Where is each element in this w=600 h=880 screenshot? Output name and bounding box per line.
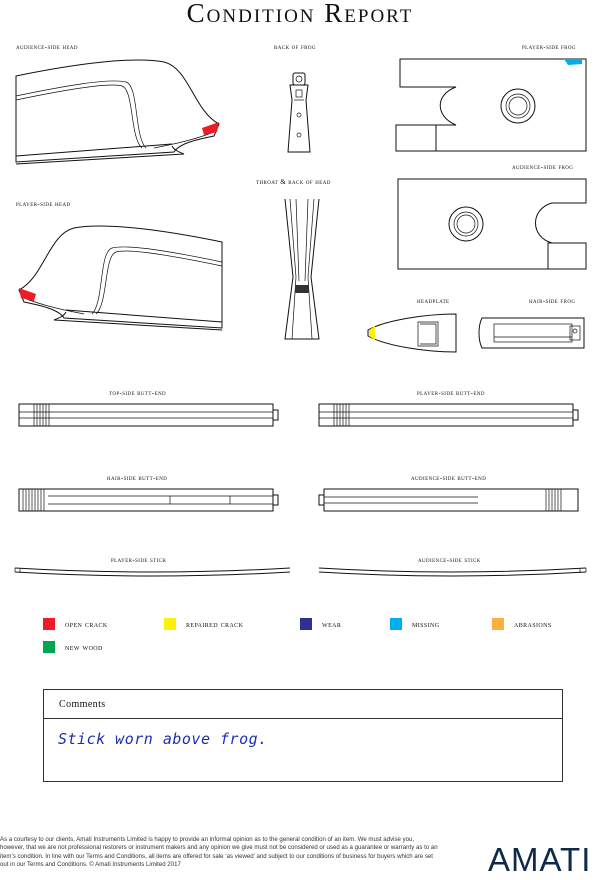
legend-item-wear (300, 618, 341, 630)
legend-label: open crack (65, 619, 108, 629)
label-player-side-head: player-side head (16, 200, 71, 208)
legend-item-repaired-crack (164, 618, 243, 630)
label-top-side-butt-end: top-side butt-end (109, 389, 167, 397)
label-headplate: headplate (417, 297, 450, 305)
hair-side-butt-end-drawing[interactable] (18, 487, 280, 513)
legend-label: missing (412, 619, 440, 629)
legend-label: new wood (65, 642, 103, 652)
legend-label: abrasions (514, 619, 552, 629)
legend-item-abrasions (492, 618, 552, 630)
marking-audience-side-head (202, 122, 219, 135)
label-audience-side-head: audience-side head (16, 43, 78, 51)
audience-side-butt-end-drawing[interactable] (318, 487, 580, 513)
headplate-drawing[interactable] (366, 312, 460, 354)
swatch-open-crack (43, 618, 55, 630)
label-player-side-frog: player-side frog (522, 43, 576, 51)
audience-side-head-drawing[interactable] (14, 56, 224, 172)
label-back-of-frog: back of frog (274, 43, 316, 51)
disclaimer-text: As a courtesy to our clients, Amati Instruments Limited is happy to provide an informal opinion as to the general condition of an item. We must advise you, however, that we are not professional restorers or instrument makers and any opinion we give must not be considered or used as a guarantee or warranty as to an item’s condition. In line with our Terms and Conditions, all items are offered for sale ‘as viewed’ and subject to our conditions of business for buyers which are set out in our Terms and Conditions. © Amati Instruments Limited 2017 (0, 836, 438, 868)
label-player-side-stick: player-side stick (111, 556, 167, 564)
marking-headplate (369, 326, 375, 340)
swatch-missing (390, 618, 402, 630)
swatch-abrasions (492, 618, 504, 630)
label-throat-back-of-head: throat & back of head (256, 178, 331, 186)
label-audience-side-frog: audience-side frog (512, 163, 574, 171)
back-of-frog-drawing[interactable] (280, 70, 320, 156)
label-player-side-butt-end: player-side butt-end (417, 389, 485, 397)
comments-heading: Comments (44, 690, 562, 719)
page-title: Condition Report (186, 0, 414, 28)
label-audience-side-butt-end: audience-side butt-end (411, 474, 487, 482)
amati-logo: AMATI (488, 841, 592, 878)
label-hair-side-butt-end: hair-side butt-end (107, 474, 168, 482)
legend-item-new-wood (43, 641, 103, 653)
marking-player-side-frog (564, 59, 582, 65)
player-side-head-drawing[interactable] (14, 222, 224, 338)
legend-label: wear (322, 619, 342, 629)
comments-text[interactable]: Stick worn above frog. (58, 730, 268, 748)
throat-back-of-head-drawing[interactable] (282, 197, 322, 341)
label-hair-side-frog: hair-side frog (529, 297, 576, 305)
legend-item-missing (390, 618, 439, 630)
player-side-stick-drawing[interactable] (14, 565, 292, 579)
top-side-butt-end-drawing[interactable] (18, 402, 280, 428)
legend-label: repaired crack (186, 619, 244, 629)
label-audience-side-stick: audience-side stick (418, 556, 481, 564)
marking-player-side-head (19, 288, 36, 301)
hair-side-frog-drawing[interactable] (476, 316, 588, 350)
legend-item-open-crack (43, 618, 108, 630)
player-side-frog-drawing[interactable] (396, 57, 590, 153)
comments-box (43, 689, 563, 782)
player-side-butt-end-drawing[interactable] (318, 402, 580, 428)
audience-side-stick-drawing[interactable] (318, 565, 588, 579)
swatch-wear (300, 618, 312, 630)
swatch-new-wood (43, 641, 55, 653)
swatch-repaired-crack (164, 618, 176, 630)
audience-side-frog-drawing[interactable] (396, 177, 590, 271)
